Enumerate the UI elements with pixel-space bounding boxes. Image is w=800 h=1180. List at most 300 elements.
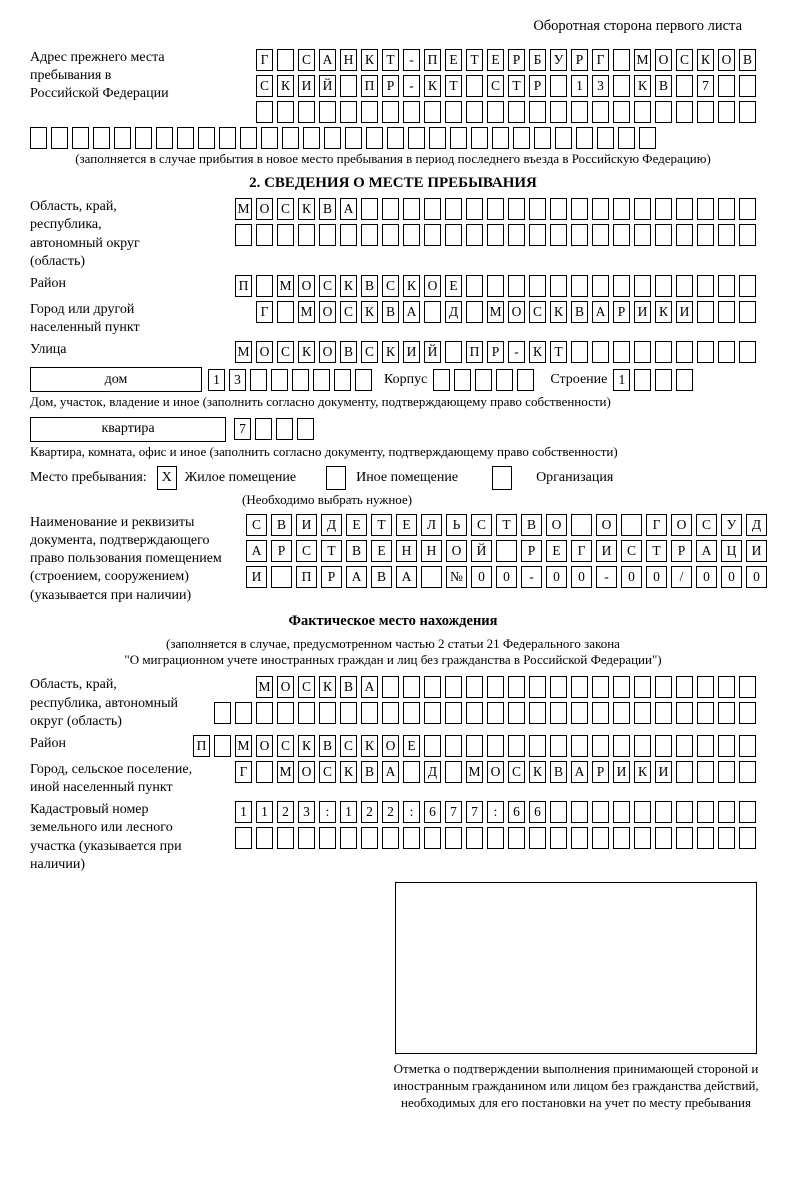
char-box[interactable] bbox=[276, 418, 293, 440]
char-box[interactable]: 2 bbox=[382, 801, 399, 823]
char-box[interactable]: С bbox=[340, 735, 357, 757]
char-box[interactable] bbox=[445, 702, 462, 724]
char-box[interactable]: К bbox=[361, 49, 378, 71]
char-box[interactable]: У bbox=[721, 514, 742, 536]
char-box[interactable]: Т bbox=[445, 75, 462, 97]
char-box[interactable] bbox=[508, 735, 525, 757]
char-box[interactable] bbox=[424, 101, 441, 123]
char-box[interactable] bbox=[592, 702, 609, 724]
char-box[interactable]: И bbox=[296, 514, 317, 536]
char-box[interactable] bbox=[613, 49, 630, 71]
char-box[interactable] bbox=[487, 735, 504, 757]
char-box[interactable] bbox=[250, 369, 267, 391]
char-box[interactable]: А bbox=[382, 761, 399, 783]
char-box[interactable] bbox=[655, 735, 672, 757]
char-box[interactable]: Р bbox=[592, 761, 609, 783]
char-box[interactable] bbox=[592, 676, 609, 698]
char-box[interactable] bbox=[621, 514, 642, 536]
char-box[interactable] bbox=[571, 341, 588, 363]
char-box[interactable] bbox=[697, 341, 714, 363]
char-box[interactable]: А bbox=[592, 301, 609, 323]
char-box[interactable] bbox=[550, 735, 567, 757]
char-box[interactable]: 2 bbox=[361, 801, 378, 823]
char-box[interactable]: И bbox=[676, 301, 693, 323]
char-box[interactable] bbox=[618, 127, 635, 149]
char-box[interactable] bbox=[508, 224, 525, 246]
char-box[interactable]: М bbox=[235, 735, 252, 757]
char-box[interactable] bbox=[655, 369, 672, 391]
char-box[interactable] bbox=[739, 341, 756, 363]
char-box[interactable]: Ь bbox=[446, 514, 467, 536]
char-box[interactable] bbox=[592, 827, 609, 849]
char-box[interactable]: / bbox=[671, 566, 692, 588]
char-box[interactable] bbox=[382, 702, 399, 724]
char-box[interactable] bbox=[592, 801, 609, 823]
char-box[interactable] bbox=[303, 127, 320, 149]
char-box[interactable]: К bbox=[382, 341, 399, 363]
char-box[interactable] bbox=[676, 702, 693, 724]
char-box[interactable]: И bbox=[246, 566, 267, 588]
char-box[interactable] bbox=[72, 127, 89, 149]
char-box[interactable] bbox=[517, 369, 534, 391]
char-box[interactable]: Л bbox=[421, 514, 442, 536]
char-box[interactable] bbox=[445, 827, 462, 849]
char-box[interactable]: В bbox=[340, 341, 357, 363]
char-box[interactable]: К bbox=[697, 49, 714, 71]
char-box[interactable]: 0 bbox=[571, 566, 592, 588]
char-box[interactable] bbox=[261, 127, 278, 149]
char-box[interactable] bbox=[571, 224, 588, 246]
char-box[interactable]: А bbox=[346, 566, 367, 588]
char-box[interactable]: О bbox=[655, 49, 672, 71]
char-box[interactable] bbox=[277, 49, 294, 71]
char-box[interactable]: М bbox=[466, 761, 483, 783]
char-box[interactable]: 7 bbox=[697, 75, 714, 97]
char-box[interactable]: Т bbox=[321, 540, 342, 562]
char-box[interactable] bbox=[466, 275, 483, 297]
char-box[interactable] bbox=[571, 801, 588, 823]
char-box[interactable]: М bbox=[487, 301, 504, 323]
char-box[interactable]: П bbox=[193, 735, 210, 757]
char-box[interactable] bbox=[550, 702, 567, 724]
char-box[interactable]: О bbox=[508, 301, 525, 323]
char-box[interactable] bbox=[256, 702, 273, 724]
char-box[interactable] bbox=[445, 735, 462, 757]
char-box[interactable] bbox=[613, 801, 630, 823]
stay-type-checkbox-organization[interactable] bbox=[492, 466, 512, 490]
char-box[interactable] bbox=[340, 224, 357, 246]
char-box[interactable]: Т bbox=[646, 540, 667, 562]
char-box[interactable] bbox=[676, 198, 693, 220]
char-box[interactable]: С bbox=[277, 735, 294, 757]
char-box[interactable] bbox=[235, 702, 252, 724]
char-box[interactable]: И bbox=[746, 540, 767, 562]
char-box[interactable] bbox=[424, 702, 441, 724]
char-box[interactable] bbox=[277, 101, 294, 123]
char-box[interactable] bbox=[571, 676, 588, 698]
char-box[interactable] bbox=[313, 369, 330, 391]
char-box[interactable] bbox=[676, 75, 693, 97]
char-box[interactable]: К bbox=[361, 301, 378, 323]
char-box[interactable]: Р bbox=[321, 566, 342, 588]
char-box[interactable] bbox=[697, 801, 714, 823]
char-box[interactable] bbox=[550, 75, 567, 97]
char-box[interactable]: - bbox=[596, 566, 617, 588]
char-box[interactable] bbox=[508, 198, 525, 220]
char-box[interactable] bbox=[466, 101, 483, 123]
char-box[interactable]: Д bbox=[445, 301, 462, 323]
char-box[interactable] bbox=[403, 676, 420, 698]
char-box[interactable]: А bbox=[403, 301, 420, 323]
char-box[interactable] bbox=[355, 369, 372, 391]
char-box[interactable]: Р bbox=[487, 341, 504, 363]
char-box[interactable]: 0 bbox=[546, 566, 567, 588]
char-box[interactable] bbox=[571, 827, 588, 849]
char-box[interactable] bbox=[256, 761, 273, 783]
char-box[interactable] bbox=[466, 224, 483, 246]
char-box[interactable] bbox=[655, 275, 672, 297]
char-box[interactable] bbox=[655, 702, 672, 724]
char-box[interactable]: Й bbox=[424, 341, 441, 363]
char-box[interactable] bbox=[324, 127, 341, 149]
char-box[interactable]: 0 bbox=[721, 566, 742, 588]
char-box[interactable]: Н bbox=[396, 540, 417, 562]
char-box[interactable] bbox=[198, 127, 215, 149]
char-box[interactable]: Г bbox=[646, 514, 667, 536]
char-box[interactable] bbox=[529, 224, 546, 246]
char-box[interactable]: Р bbox=[521, 540, 542, 562]
char-box[interactable]: Е bbox=[403, 735, 420, 757]
char-box[interactable] bbox=[114, 127, 131, 149]
char-box[interactable]: Е bbox=[546, 540, 567, 562]
char-box[interactable] bbox=[529, 198, 546, 220]
char-box[interactable] bbox=[219, 127, 236, 149]
char-box[interactable]: К bbox=[550, 301, 567, 323]
char-box[interactable] bbox=[613, 702, 630, 724]
char-box[interactable]: Т bbox=[371, 514, 392, 536]
char-box[interactable]: Б bbox=[529, 49, 546, 71]
char-box[interactable] bbox=[718, 301, 735, 323]
char-box[interactable]: К bbox=[529, 341, 546, 363]
char-box[interactable] bbox=[739, 801, 756, 823]
char-box[interactable] bbox=[529, 702, 546, 724]
char-box[interactable] bbox=[277, 224, 294, 246]
char-box[interactable]: В bbox=[346, 540, 367, 562]
char-box[interactable] bbox=[718, 702, 735, 724]
char-box[interactable] bbox=[424, 735, 441, 757]
char-box[interactable]: 7 bbox=[466, 801, 483, 823]
char-box[interactable] bbox=[676, 761, 693, 783]
char-box[interactable]: В bbox=[371, 566, 392, 588]
char-box[interactable]: Д bbox=[424, 761, 441, 783]
char-box[interactable] bbox=[571, 275, 588, 297]
char-box[interactable] bbox=[513, 127, 530, 149]
char-box[interactable] bbox=[555, 127, 572, 149]
stay-type-checkbox-other[interactable] bbox=[326, 466, 346, 490]
char-box[interactable] bbox=[739, 224, 756, 246]
char-box[interactable] bbox=[319, 101, 336, 123]
char-box[interactable] bbox=[282, 127, 299, 149]
char-box[interactable] bbox=[634, 702, 651, 724]
char-box[interactable] bbox=[634, 735, 651, 757]
char-box[interactable] bbox=[718, 198, 735, 220]
char-box[interactable]: 6 bbox=[424, 801, 441, 823]
char-box[interactable] bbox=[613, 198, 630, 220]
char-box[interactable] bbox=[613, 224, 630, 246]
char-box[interactable]: В bbox=[340, 676, 357, 698]
char-box[interactable]: А bbox=[361, 676, 378, 698]
char-box[interactable]: С bbox=[676, 49, 693, 71]
char-box[interactable] bbox=[177, 127, 194, 149]
char-box[interactable]: К bbox=[298, 735, 315, 757]
char-box[interactable]: Е bbox=[371, 540, 392, 562]
char-box[interactable] bbox=[466, 301, 483, 323]
char-box[interactable]: О bbox=[256, 198, 273, 220]
char-box[interactable] bbox=[697, 275, 714, 297]
char-box[interactable] bbox=[655, 676, 672, 698]
char-box[interactable] bbox=[697, 702, 714, 724]
char-box[interactable] bbox=[613, 275, 630, 297]
char-box[interactable] bbox=[445, 101, 462, 123]
char-box[interactable]: В bbox=[271, 514, 292, 536]
char-box[interactable]: 7 bbox=[234, 418, 251, 440]
char-box[interactable]: С bbox=[382, 275, 399, 297]
char-box[interactable]: М bbox=[277, 275, 294, 297]
char-box[interactable] bbox=[319, 702, 336, 724]
char-box[interactable] bbox=[298, 101, 315, 123]
char-box[interactable]: П bbox=[466, 341, 483, 363]
char-box[interactable] bbox=[529, 827, 546, 849]
char-box[interactable] bbox=[613, 676, 630, 698]
char-box[interactable]: Т bbox=[466, 49, 483, 71]
char-box[interactable]: С bbox=[246, 514, 267, 536]
char-box[interactable] bbox=[697, 735, 714, 757]
char-box[interactable] bbox=[256, 275, 273, 297]
char-box[interactable]: К bbox=[403, 275, 420, 297]
char-box[interactable] bbox=[697, 224, 714, 246]
char-box[interactable]: Р bbox=[571, 49, 588, 71]
char-box[interactable] bbox=[382, 101, 399, 123]
char-box[interactable] bbox=[718, 761, 735, 783]
char-box[interactable] bbox=[487, 275, 504, 297]
char-box[interactable] bbox=[424, 827, 441, 849]
char-box[interactable]: В bbox=[319, 198, 336, 220]
char-box[interactable] bbox=[466, 702, 483, 724]
char-box[interactable] bbox=[340, 75, 357, 97]
char-box[interactable] bbox=[592, 341, 609, 363]
char-box[interactable] bbox=[639, 127, 656, 149]
char-box[interactable]: В bbox=[550, 761, 567, 783]
char-box[interactable] bbox=[592, 735, 609, 757]
char-box[interactable]: В bbox=[319, 735, 336, 757]
char-box[interactable]: С bbox=[361, 341, 378, 363]
char-box[interactable] bbox=[403, 101, 420, 123]
char-box[interactable] bbox=[508, 827, 525, 849]
char-box[interactable] bbox=[424, 224, 441, 246]
char-box[interactable]: И bbox=[298, 75, 315, 97]
char-box[interactable] bbox=[334, 369, 351, 391]
char-box[interactable]: К bbox=[361, 735, 378, 757]
char-box[interactable] bbox=[550, 224, 567, 246]
char-box[interactable]: К bbox=[340, 761, 357, 783]
char-box[interactable] bbox=[403, 761, 420, 783]
char-box[interactable]: 6 bbox=[529, 801, 546, 823]
char-box[interactable] bbox=[718, 75, 735, 97]
char-box[interactable]: Й bbox=[471, 540, 492, 562]
char-box[interactable]: О bbox=[424, 275, 441, 297]
char-box[interactable] bbox=[655, 341, 672, 363]
char-box[interactable] bbox=[271, 566, 292, 588]
char-box[interactable] bbox=[466, 75, 483, 97]
char-box[interactable]: Р bbox=[271, 540, 292, 562]
char-box[interactable]: Ц bbox=[721, 540, 742, 562]
char-box[interactable]: П bbox=[424, 49, 441, 71]
char-box[interactable] bbox=[550, 676, 567, 698]
char-box[interactable]: 7 bbox=[445, 801, 462, 823]
char-box[interactable] bbox=[676, 341, 693, 363]
char-box[interactable] bbox=[592, 101, 609, 123]
char-box[interactable] bbox=[571, 514, 592, 536]
char-box[interactable]: А bbox=[396, 566, 417, 588]
char-box[interactable]: Е bbox=[445, 49, 462, 71]
char-box[interactable] bbox=[676, 275, 693, 297]
char-box[interactable]: Е bbox=[487, 49, 504, 71]
char-box[interactable]: С bbox=[256, 75, 273, 97]
char-box[interactable] bbox=[403, 198, 420, 220]
char-box[interactable] bbox=[382, 198, 399, 220]
char-box[interactable]: Т bbox=[496, 514, 517, 536]
char-box[interactable] bbox=[156, 127, 173, 149]
char-box[interactable] bbox=[592, 224, 609, 246]
char-box[interactable]: С bbox=[319, 761, 336, 783]
char-box[interactable]: В bbox=[382, 301, 399, 323]
char-box[interactable] bbox=[634, 827, 651, 849]
char-box[interactable] bbox=[613, 101, 630, 123]
char-box[interactable]: : bbox=[487, 801, 504, 823]
char-box[interactable] bbox=[655, 224, 672, 246]
char-box[interactable] bbox=[466, 198, 483, 220]
char-box[interactable] bbox=[135, 127, 152, 149]
char-box[interactable] bbox=[634, 101, 651, 123]
char-box[interactable]: Н bbox=[421, 540, 442, 562]
char-box[interactable]: Т bbox=[382, 49, 399, 71]
char-box[interactable]: Г bbox=[235, 761, 252, 783]
char-box[interactable] bbox=[739, 735, 756, 757]
char-box[interactable] bbox=[550, 827, 567, 849]
char-box[interactable] bbox=[550, 101, 567, 123]
char-box[interactable] bbox=[382, 676, 399, 698]
char-box[interactable] bbox=[214, 735, 231, 757]
char-box[interactable] bbox=[256, 101, 273, 123]
char-box[interactable] bbox=[508, 676, 525, 698]
char-box[interactable] bbox=[529, 101, 546, 123]
char-box[interactable] bbox=[345, 127, 362, 149]
char-box[interactable] bbox=[403, 224, 420, 246]
char-box[interactable] bbox=[450, 127, 467, 149]
char-box[interactable]: С bbox=[471, 514, 492, 536]
char-box[interactable]: О bbox=[319, 301, 336, 323]
char-box[interactable] bbox=[403, 827, 420, 849]
char-box[interactable] bbox=[475, 369, 492, 391]
char-box[interactable] bbox=[634, 801, 651, 823]
char-box[interactable] bbox=[466, 827, 483, 849]
char-box[interactable] bbox=[298, 702, 315, 724]
char-box[interactable] bbox=[471, 127, 488, 149]
char-box[interactable]: Р bbox=[382, 75, 399, 97]
char-box[interactable] bbox=[487, 676, 504, 698]
char-box[interactable] bbox=[550, 275, 567, 297]
char-box[interactable]: 1 bbox=[235, 801, 252, 823]
char-box[interactable]: 3 bbox=[592, 75, 609, 97]
char-box[interactable] bbox=[676, 735, 693, 757]
char-box[interactable]: 3 bbox=[298, 801, 315, 823]
char-box[interactable] bbox=[492, 127, 509, 149]
char-box[interactable] bbox=[676, 801, 693, 823]
char-box[interactable]: В bbox=[361, 761, 378, 783]
char-box[interactable] bbox=[634, 369, 651, 391]
char-box[interactable] bbox=[340, 101, 357, 123]
char-box[interactable]: 0 bbox=[621, 566, 642, 588]
char-box[interactable]: С bbox=[487, 75, 504, 97]
char-box[interactable] bbox=[739, 75, 756, 97]
char-box[interactable]: К bbox=[319, 676, 336, 698]
char-box[interactable]: М bbox=[256, 676, 273, 698]
char-box[interactable] bbox=[634, 275, 651, 297]
char-box[interactable] bbox=[655, 198, 672, 220]
char-box[interactable] bbox=[634, 341, 651, 363]
char-box[interactable] bbox=[433, 369, 450, 391]
char-box[interactable] bbox=[319, 827, 336, 849]
char-box[interactable] bbox=[634, 198, 651, 220]
char-box[interactable] bbox=[255, 418, 272, 440]
char-box[interactable] bbox=[718, 735, 735, 757]
char-box[interactable]: М bbox=[634, 49, 651, 71]
char-box[interactable] bbox=[613, 341, 630, 363]
char-box[interactable]: О bbox=[671, 514, 692, 536]
char-box[interactable] bbox=[718, 341, 735, 363]
char-box[interactable]: П bbox=[235, 275, 252, 297]
char-box[interactable]: : bbox=[403, 801, 420, 823]
char-box[interactable]: С bbox=[296, 540, 317, 562]
char-box[interactable] bbox=[361, 224, 378, 246]
char-box[interactable] bbox=[487, 101, 504, 123]
char-box[interactable] bbox=[366, 127, 383, 149]
char-box[interactable]: О bbox=[382, 735, 399, 757]
char-box[interactable] bbox=[466, 735, 483, 757]
char-box[interactable]: А bbox=[696, 540, 717, 562]
char-box[interactable] bbox=[277, 301, 294, 323]
char-box[interactable] bbox=[739, 827, 756, 849]
char-box[interactable] bbox=[256, 827, 273, 849]
char-box[interactable]: С bbox=[508, 761, 525, 783]
char-box[interactable]: К bbox=[277, 75, 294, 97]
char-box[interactable] bbox=[424, 676, 441, 698]
char-box[interactable] bbox=[382, 827, 399, 849]
stay-type-checkbox-residential[interactable]: X bbox=[157, 466, 177, 490]
char-box[interactable]: О bbox=[446, 540, 467, 562]
char-box[interactable] bbox=[676, 101, 693, 123]
char-box[interactable] bbox=[739, 702, 756, 724]
char-box[interactable]: 1 bbox=[571, 75, 588, 97]
char-box[interactable]: М bbox=[235, 198, 252, 220]
char-box[interactable] bbox=[739, 198, 756, 220]
char-box[interactable] bbox=[496, 540, 517, 562]
char-box[interactable] bbox=[454, 369, 471, 391]
char-box[interactable] bbox=[466, 676, 483, 698]
char-box[interactable]: И bbox=[613, 761, 630, 783]
char-box[interactable] bbox=[718, 224, 735, 246]
char-box[interactable]: С bbox=[529, 301, 546, 323]
